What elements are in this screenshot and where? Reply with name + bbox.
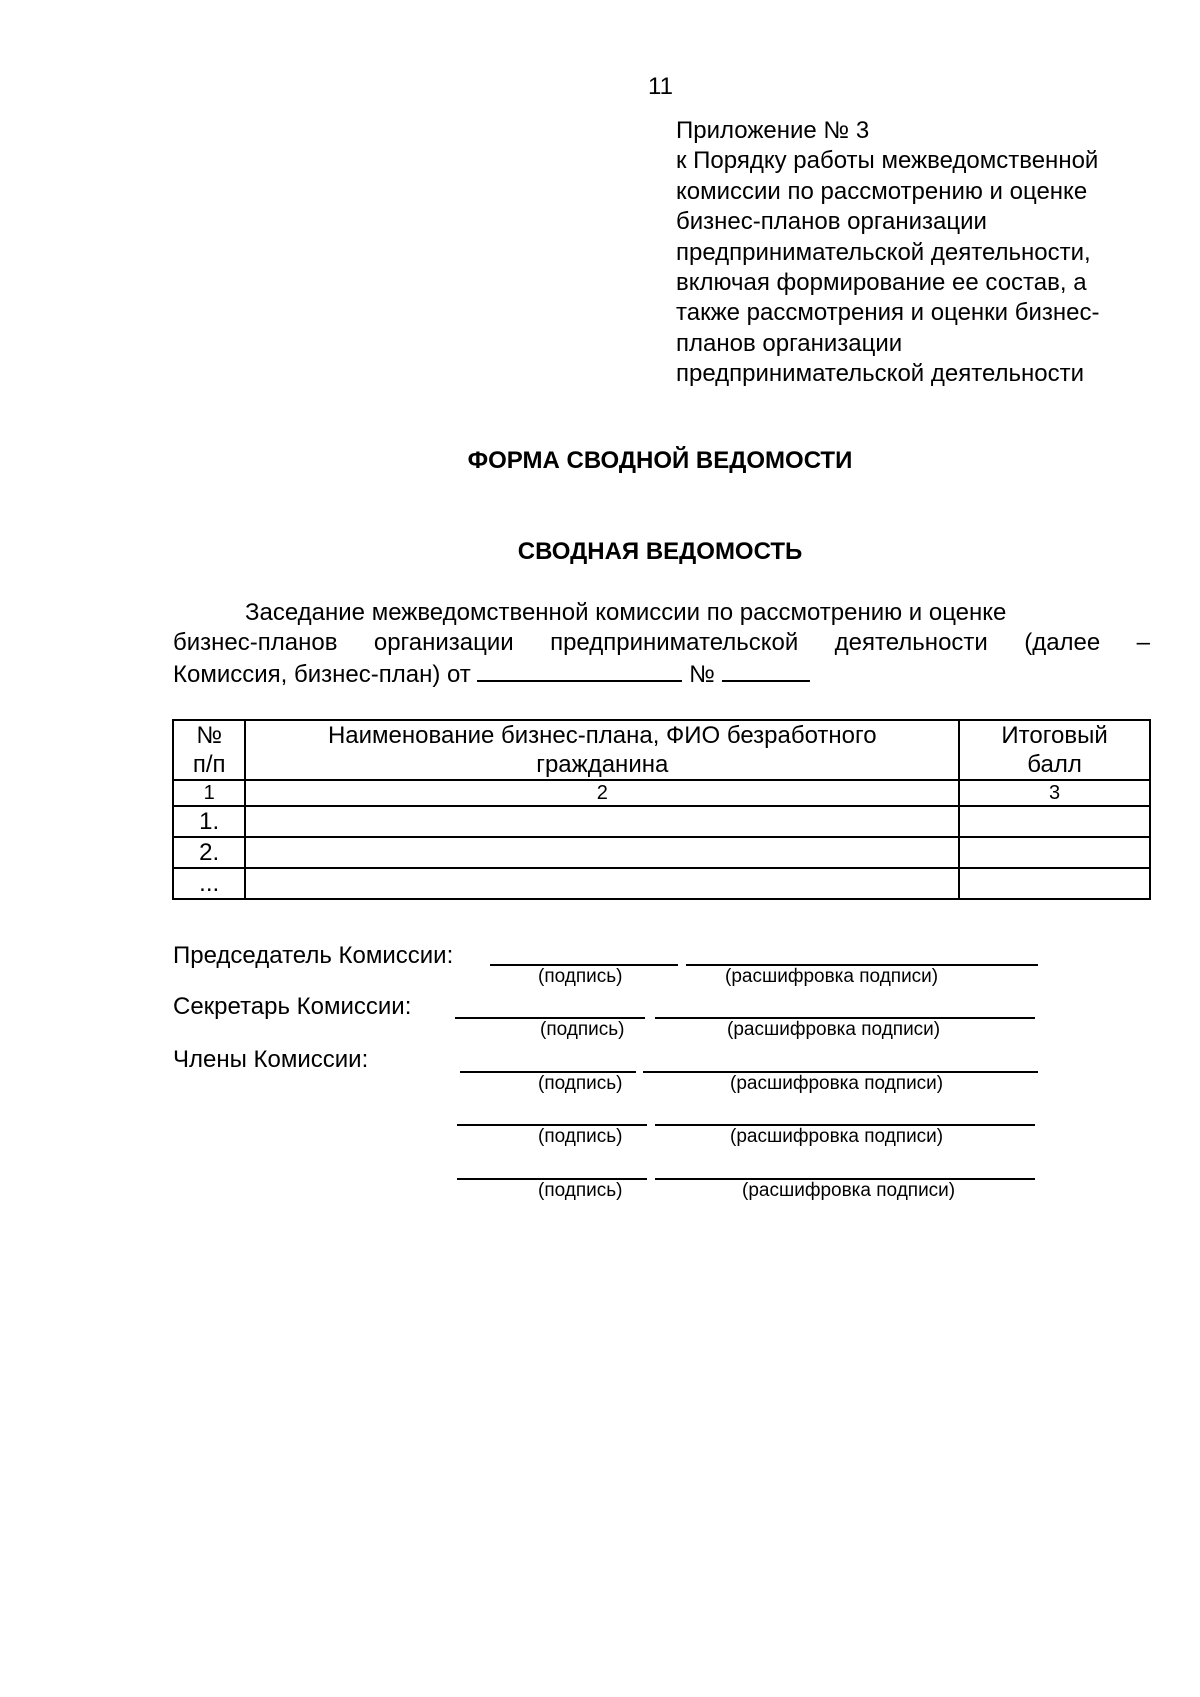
column-number-row: [173, 780, 1150, 806]
secretary-label: Секретарь Комиссии:: [173, 993, 412, 1020]
row-name-cell[interactable]: [245, 837, 959, 868]
row-score-cell[interactable]: [959, 837, 1150, 868]
members-label: Члены Комиссии:: [173, 1046, 369, 1073]
table-row: [173, 806, 1150, 837]
appendix-line: бизнес-планов организации: [676, 208, 987, 236]
table-row: [173, 868, 1150, 899]
intro-line-prefix: Комиссия, бизнес-план) от: [173, 661, 471, 688]
row-score-cell[interactable]: [959, 868, 1150, 899]
header-text: балл: [1027, 751, 1082, 778]
summary-table: [172, 719, 1151, 900]
appendix-line: предпринимательской деятельности: [676, 360, 1084, 388]
decoding-caption: (расшифровка подписи): [727, 1019, 941, 1040]
header-text: п/п: [192, 751, 226, 778]
header-text: гражданина: [536, 751, 669, 778]
signature-caption: (подпись): [540, 1019, 625, 1040]
page-number: 11: [648, 73, 673, 100]
sheet-title: СВОДНАЯ ВЕДОМОСТЬ: [517, 538, 803, 565]
signature-caption: (подпись): [538, 1073, 623, 1094]
column-number-cell: 1: [173, 780, 245, 806]
intro-line: [173, 658, 1150, 690]
column-number-cell: 2: [245, 780, 959, 806]
row-score-cell[interactable]: [959, 806, 1150, 837]
header-cell-score: [959, 720, 1150, 780]
appendix-line: планов организации: [676, 329, 903, 357]
appendix-line: включая формирование ее состав, а: [676, 269, 1087, 297]
row-num-cell: ...: [173, 868, 245, 899]
header-text: Наименование бизнес-плана, ФИО безработного: [327, 722, 877, 749]
decoding-caption: (расшифровка подписи): [742, 1180, 956, 1201]
decoding-caption: (расшифровка подписи): [725, 966, 939, 987]
intro-line: бизнес-планов организации предпринимательской деятельности (далее –: [173, 629, 1150, 656]
signature-caption: (подпись): [538, 966, 623, 987]
intro-paragraph: [173, 598, 1150, 690]
row-name-cell[interactable]: [245, 868, 959, 899]
column-number-cell: 3: [959, 780, 1150, 806]
header-cell-num: [173, 720, 245, 780]
intro-line: Заседание межведомственной комиссии по рассмотрению и оценке: [245, 599, 1007, 626]
header-text: №: [196, 722, 223, 749]
row-num-cell: 2.: [173, 837, 245, 868]
decoding-caption: (расшифровка подписи): [730, 1073, 944, 1094]
signature-caption: (подпись): [538, 1126, 623, 1147]
appendix-line: комиссии по рассмотрению и оценке: [676, 177, 1088, 205]
appendix-line: предпринимательской деятельности,: [676, 238, 1091, 266]
number-sign: №: [689, 661, 715, 688]
header-cell-name: [245, 720, 959, 780]
row-name-cell[interactable]: [245, 806, 959, 837]
date-blank[interactable]: [477, 658, 682, 682]
table-header-row: [173, 720, 1150, 780]
form-title: ФОРМА СВОДНОЙ ВЕДОМОСТИ: [467, 447, 853, 474]
chairman-label: Председатель Комиссии:: [173, 942, 454, 969]
signature-caption: (подпись): [538, 1180, 623, 1201]
table-row: [173, 837, 1150, 868]
header-text: Итоговый: [1001, 722, 1108, 749]
decoding-caption: (расшифровка подписи): [730, 1126, 944, 1147]
appendix-line: также рассмотрения и оценки бизнес-: [676, 299, 1100, 327]
appendix-line: Приложение № 3: [676, 117, 870, 144]
number-blank[interactable]: [722, 658, 810, 682]
appendix-line: к Порядку работы межведомственной: [676, 147, 1099, 175]
appendix-header: [676, 116, 1156, 390]
row-num-cell: 1.: [173, 806, 245, 837]
